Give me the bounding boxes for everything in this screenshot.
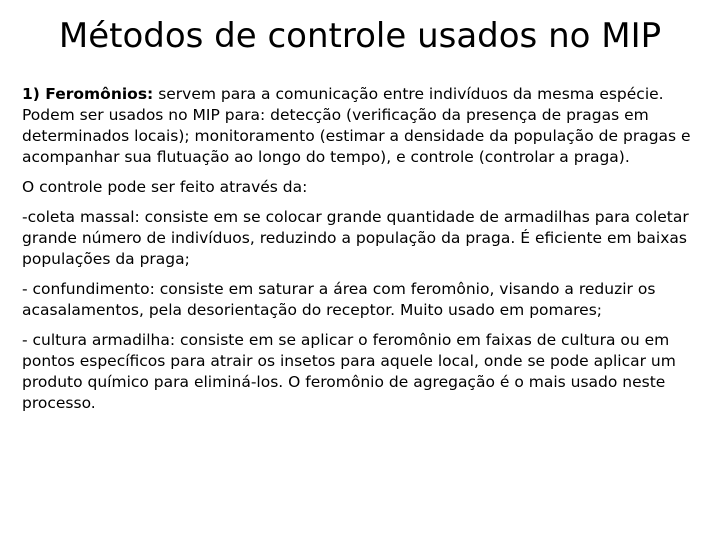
slide-title: Métodos de controle usados no MIP — [58, 16, 662, 56]
paragraph-lead: 1) Feromônios: — [22, 85, 154, 103]
paragraph-trap-crop: - cultura armadilha: consiste em se aplicar o feromônio em faixas de cultura ou em pontos específicos para atrair os insetos para aquele local, onde se pode aplicar um produto químico para eliminá-los. O feromônio de agregação é o mais usado neste processo. — [22, 331, 676, 412]
paragraph-text: servem para a comunicação entre indivíduos da mesma espécie. Podem ser usados no MIP para: detecção (verificação da presença de pragas em determinados locais); monitoramento (estimar a densidade da população de pragas e acompanhar sua flutuação ao longo do tempo), e controle (controlar a praga). — [22, 85, 691, 166]
paragraph-pheromones — [22, 84, 702, 168]
slide-body — [22, 84, 702, 423]
paragraph-mass-trapping: -coleta massal: consiste em se colocar grande quantidade de armadilhas para coletar grande número de indivíduos, reduzindo a população da praga. É eficiente em baixas populações da praga; — [22, 208, 689, 268]
paragraph-mating-disruption: - confundimento: consiste em saturar a área com feromônio, visando a reduzir os acasalamentos, pela desorientação do receptor. Muito usado em pomares; — [22, 280, 656, 319]
paragraph-control-intro: O controle pode ser feito através da: — [22, 178, 308, 196]
